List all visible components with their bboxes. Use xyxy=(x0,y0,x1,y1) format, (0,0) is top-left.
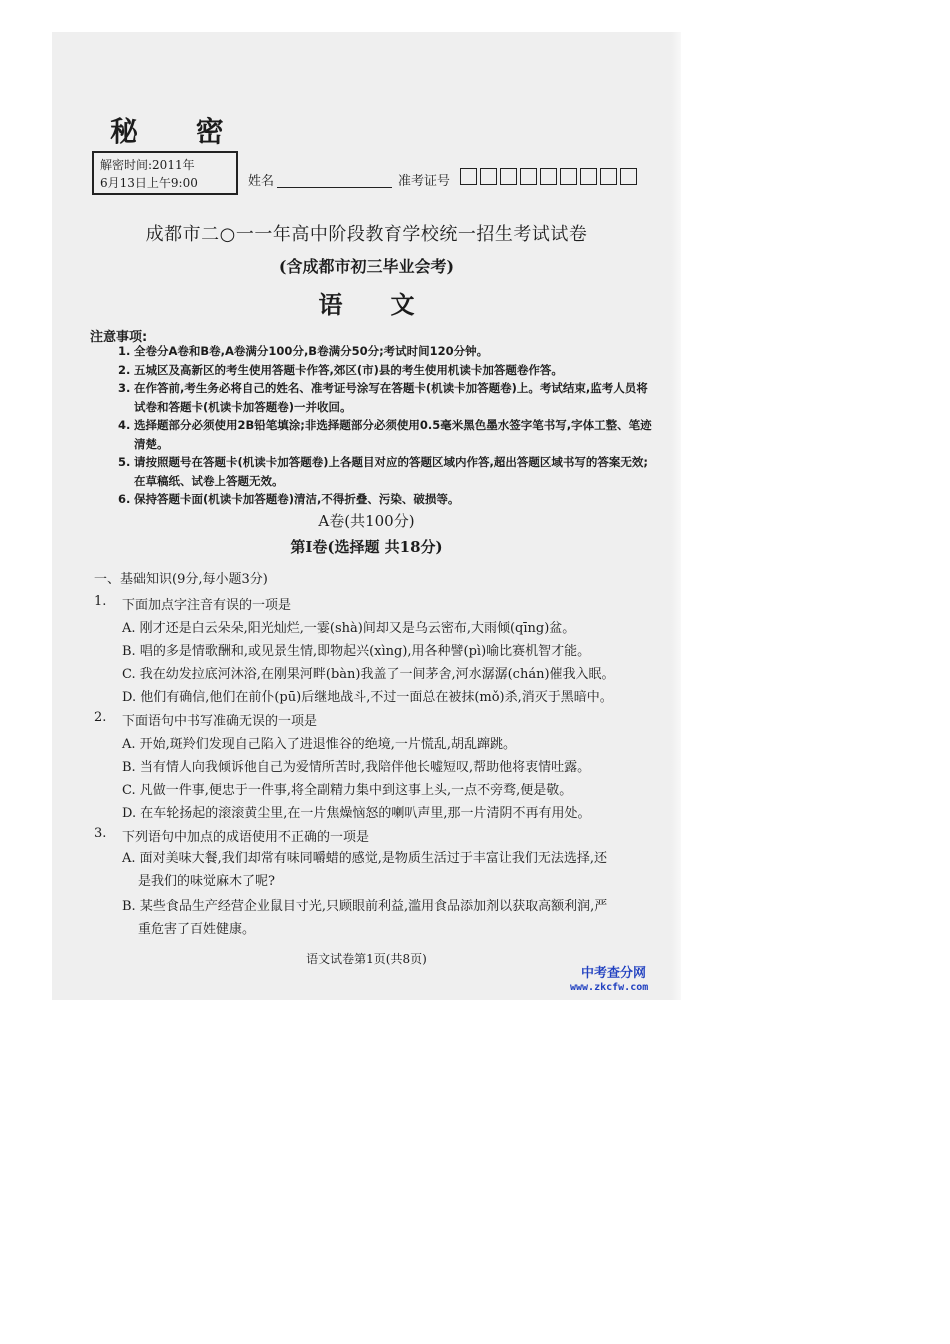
question-option: C. 凡做一件事,便忠于一件事,将全副精力集中到这事上头,一点不旁骛,便是敬。 xyxy=(122,783,573,798)
declass-line-2: 6月13日上午9:00 xyxy=(100,176,198,190)
question-option: B. 当有情人向我倾诉他自己为爱情所苦时,我陪伴他长嘘短叹,帮助他将衷情吐露。 xyxy=(122,760,591,775)
exam-id-box xyxy=(520,168,537,185)
note-item: 3. 在作答前,考生务必将自己的姓名、准考证号涂写在答题卡(机读卡加答题卷)上。考试结束,监考人员将试卷和答题卡(机读卡加答题卷)一并收回。 xyxy=(118,381,648,414)
basic-knowledge-heading: 一、基础知识(9分,每小题3分) xyxy=(94,572,268,587)
question-option: B. 唱的多是情歌酬和,或见景生情,即物起兴(xìng),用各种譬(pì)喻比赛机智才能。 xyxy=(122,644,591,659)
question-option: A. 开始,斑羚们发现自己陷入了进退惟谷的绝境,一片慌乱,胡乱蹿跳。 xyxy=(122,737,517,752)
question-option: D. 在车轮扬起的滚滚黄尘里,在一片焦燥恼怒的喇叭声里,那一片清阴不再有用处。 xyxy=(122,806,591,821)
question-option: A. 面对美味大餐,我们却常有味同嚼蜡的感觉,是物质生活过于丰富让我们无法选择,还 是我们的味觉麻木了呢? xyxy=(122,851,608,889)
exam-id-box xyxy=(460,168,477,185)
note-item: 6. 保持答题卡面(机读卡加答题卷)清洁,不得折叠、污染、破损等。 xyxy=(118,492,460,506)
scanned-exam-page xyxy=(52,32,681,1000)
question-number: 1. xyxy=(94,594,107,609)
question-stem: 下面语句中书写准确无误的一项是 xyxy=(122,714,318,729)
exam-id-box xyxy=(620,168,637,185)
question-option: A. 刚才还是白云朵朵,阳光灿烂,一霎(shà)间却又是乌云密布,大雨倾(qīng)盆。 xyxy=(122,621,576,636)
declassification-box xyxy=(92,151,238,195)
question-number: 3. xyxy=(94,826,107,841)
note-item: 5. 请按照题号在答题卡(机读卡加答题卷)上各题目对应的答题区域内作答,超出答题区域书写的答案无效;在草稿纸、试卷上答题无效。 xyxy=(118,455,648,488)
name-label: 姓名 xyxy=(248,174,275,189)
exam-id-boxes xyxy=(460,168,640,185)
watermark-name: 中考查分网 xyxy=(581,966,647,981)
notes-list xyxy=(118,342,658,509)
note-item: 1. 全卷分A卷和B卷,A卷满分100分,B卷满分50分;考试时间120分钟。 xyxy=(118,344,489,358)
question-option: B. 某些食品生产经营企业鼠目寸光,只顾眼前利益,滥用食品添加剂以获取高额利润,严 重危害了百姓健康。 xyxy=(122,899,608,937)
subject-title: 语文 xyxy=(318,290,463,319)
exam-id-box xyxy=(480,168,497,185)
question-option: D. 他们有确信,他们在前仆(pū)后继地战斗,不过一面总在被抹(mǒ)杀,消灭于黑暗中。 xyxy=(122,690,613,705)
exam-id-box xyxy=(540,168,557,185)
question-number: 2. xyxy=(94,710,107,725)
part-1-heading: 第Ⅰ卷(选择题 共18分) xyxy=(290,538,443,556)
declass-line-1: 解密时间:2011年 xyxy=(100,158,195,172)
question-stem: 下列语句中加点的成语使用不正确的一项是 xyxy=(122,830,370,845)
watermark-url: www.zkcfw.com xyxy=(570,982,649,993)
page-footer: 语文试卷第1页(共8页) xyxy=(306,952,427,966)
exam-id-label: 准考证号 xyxy=(398,174,451,189)
exam-id-box xyxy=(560,168,577,185)
name-field-line xyxy=(277,187,392,188)
exam-title: 成都市二○一一年高中阶段教育学校统一招生考试试卷 xyxy=(145,224,588,245)
secret-mark: 秘 密 xyxy=(110,115,248,148)
exam-id-box xyxy=(580,168,597,185)
notes-title: 注意事项: xyxy=(90,330,148,345)
section-a-heading: A卷(共100分) xyxy=(318,512,415,530)
exam-id-box xyxy=(500,168,517,185)
question-option: C. 我在幼发拉底河沐浴,在刚果河畔(bàn)我盖了一间茅舍,河水潺潺(chán)催我入眠。 xyxy=(122,667,615,682)
exam-id-box xyxy=(600,168,617,185)
note-item: 4. 选择题部分必须使用2B铅笔填涂;非选择题部分必须使用0.5毫米黑色墨水签字笔书写,字体工整、笔迹清楚。 xyxy=(118,418,652,451)
question-stem: 下面加点字注音有误的一项是 xyxy=(122,598,292,613)
exam-subtitle: (含成都市初三毕业会考) xyxy=(278,257,455,276)
note-item: 2. 五城区及高新区的考生使用答题卡作答,郊区(市)县的考生使用机读卡加答题卷作答。 xyxy=(118,362,563,377)
